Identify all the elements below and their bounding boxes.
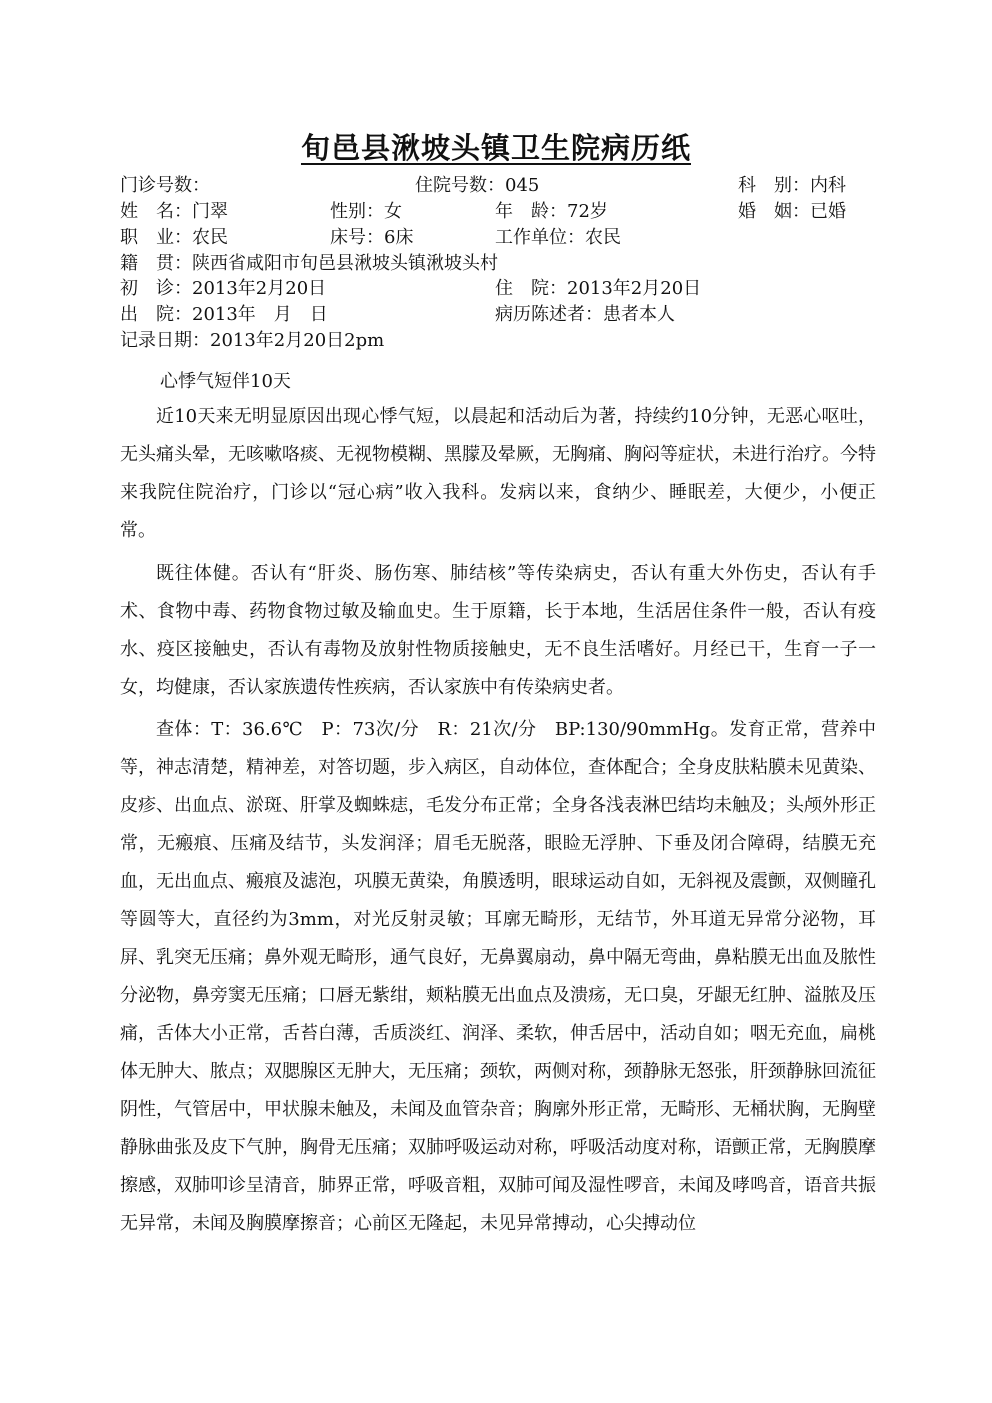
patient-age: 年 龄：72岁 [495,201,608,222]
outpatient-number: 门诊号数： [120,175,210,196]
document-title: 旬邑县湫坡头镇卫生院病历纸 [300,131,691,165]
native-place: 籍 贯：陕西省咸阳市旬邑县湫坡头镇湫坡头村 [120,253,498,274]
marital-status: 婚 姻：已婚 [738,201,846,222]
patient-gender: 性别：女 [330,201,402,222]
history-narrator: 病历陈述者：患者本人 [495,304,675,325]
past-history-paragraph: 既往体健。否认有“肝炎、肠伤寒、肺结核”等传染病史，否认有重大外伤史，否认有手术、食物中毒、药物食物过敏及输血史。生于原籍，长于本地，生活居住条件一般，否认有疫水、疫区接触史，否认有毒物及放射性物质接触史，无不良生活嗜好。月经已干，生育一子一女，均健康，否认家族遗传性疾病，否认家族中有传染病史者。 [120,563,876,698]
chief-complaint: 心悸气短伴10天 [160,371,291,392]
discharge-date: 出 院：2013年 月 日 [120,304,328,325]
admission-date: 住 院：2013年2月20日 [495,278,702,299]
present-illness-paragraph: 近10天来无明显原因出现心悸气短，以晨起和活动后为著，持续约10分钟，无恶心呕吐，无头痛头晕，无咳嗽咯痰、无视物模糊、黑朦及晕厥，无胸痛、胸闷等症状，未进行治疗。今特来我院住院治疗，门诊以“冠心病”收入我科。发病以来，食纳少、睡眠差，大便少，小便正常。 [120,406,876,541]
occupation: 职 业：农民 [120,227,228,248]
bed-number: 床号：6床 [330,227,414,248]
first-visit-date: 初 诊：2013年2月20日 [120,278,327,299]
inpatient-number: 住院号数：045 [415,175,540,196]
patient-name: 姓 名：门翠 [120,201,228,222]
department: 科 别：内科 [738,175,846,196]
record-date: 记录日期：2013年2月20日2pm [120,330,385,351]
workplace: 工作单位：农民 [495,227,621,248]
physical-exam-paragraph: 查体：T：36.6℃ P：73次/分 R：21次/分 BP:130/90mmHg。发育正常，营养中等，神志清楚，精神差，对答切题，步入病区，自动体位，查体配合；全身皮肤粘膜未见黄染、皮疹、出血点、淤斑、肝掌及蜘蛛痣，毛发分布正常；全身各浅表淋巴结均未触及；头颅外形正常，无瘢痕、压痛及结节，头发润泽；眉毛无脱落，眼睑无浮肿、下垂及闭合障碍，结膜无充血，无出血点、瘢痕及滤泡，巩膜无黄染，角膜透明，眼球运动自如，无斜视及震颤，双侧瞳孔等圆等大，直径约为3mm，对光反射灵敏；耳廓无畸形，无结节，外耳道无异常分泌物，耳屏、乳突无压痛；鼻外观无畸形，通气良好，无鼻翼扇动，鼻中隔无弯曲，鼻粘膜无出血及脓性分泌物，鼻旁窦无压痛；口唇无紫绀，颊粘膜无出血点及溃疡，无口臭，牙龈无红肿、溢脓及压痛，舌体大小正常，舌苔白薄，舌质淡红、润泽、柔软，伸舌居中，活动自如；咽无充血，扁桃体无肿大、脓点；双腮腺区无肿大，无压痛；颈软，两侧对称，颈静脉无怒张，肝颈静脉回流征阴性，气管居中，甲状腺未触及，未闻及血管杂音；胸廓外形正常，无畸形、无桶状胸，无胸壁静脉曲张及皮下气肿，胸骨无压痛；双肺呼吸运动对称，呼吸活动度对称，语颤正常，无胸膜摩擦感，双肺叩诊呈清音，肺界正常，呼吸音粗，双肺可闻及湿性啰音，未闻及哮鸣音，语音共振无异常，未闻及胸膜摩擦音；心前区无隆起，未见异常搏动，心尖搏动位 [120,719,876,1234]
